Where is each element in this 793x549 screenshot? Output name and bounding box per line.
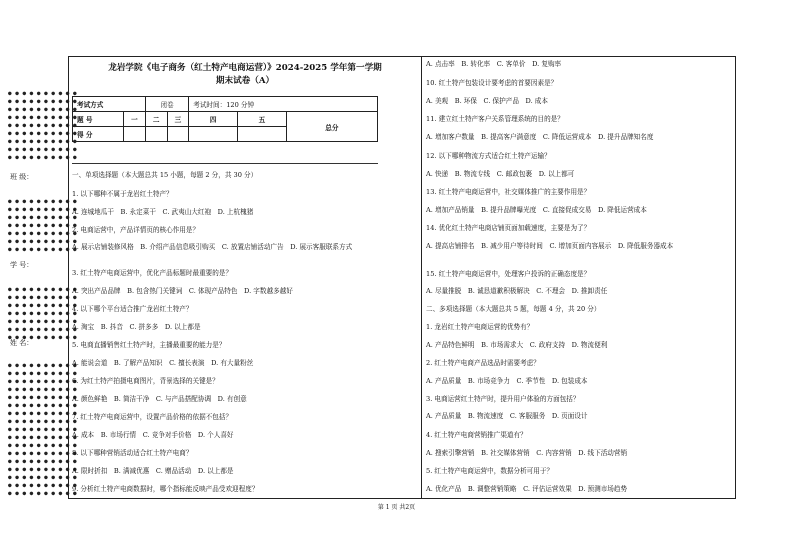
binding-dots: ● ● ● ● ● ● ● ● ● ● ● ● ● ● ● ● ● ● ● ● ● ● ● ● ● ● ● ● ● ● ● ● ● ● ● ● ● ● ● ● ● ● ● ● ● ● ● ● ● ● ● ● ● ● ● ● ● ● ● ● ● ● ● ● ● ● ● ● ● ●	[8, 286, 77, 341]
question-text: 10. 红土特产包装设计要考虑的首要因素是？	[426, 79, 558, 87]
score-cell-5[interactable]	[238, 127, 287, 142]
col-header-2: 二	[145, 112, 167, 127]
question-text: 12. 以下哪种物流方式适合红土特产运输？	[426, 152, 551, 160]
answer-options: A. 突出产品品牌 B. 包含热门关键词 C. 体现产品特色 D. 字数越多越好	[72, 287, 293, 295]
answer-options: A. 产品质量 B. 市场竞争力 C. 季节性 D. 包装成本	[426, 377, 588, 385]
answer-options: A. 快递 B. 物流专线 C. 邮政包裹 D. 以上都可	[426, 170, 575, 178]
question-text: 2. 红土特产电商产品选品时需要考虑？	[426, 359, 540, 367]
page-footer: 第 1 页 共2页	[377, 504, 416, 511]
question-text: 一、单项选择题（本大题总共 15 小题，每题 2 分，共 30 分）	[72, 171, 258, 179]
binding-margin	[8, 90, 77, 510]
score-cell-2[interactable]	[145, 127, 167, 142]
answer-options: A. 产品质量 B. 物流速度 C. 客服服务 D. 页面设计	[426, 412, 588, 420]
answer-options: A. 增加客户数量 B. 提高客户满意度 C. 降低运营成本 D. 提升品牌知名度	[426, 133, 654, 141]
header-rule	[72, 163, 378, 164]
question-text: 6. 为红土特产拍摄电商图片，背景选择的关键是？	[72, 377, 219, 385]
name-label: 姓 名：	[10, 339, 34, 347]
answer-options: A. 淘宝 B. 抖音 C. 拼多多 D. 以上都是	[72, 323, 201, 331]
total-label: 总分	[286, 112, 377, 142]
question-text: 9. 分析红土特产电商数据时，哪个指标能反映产品受欢迎程度？	[72, 485, 259, 493]
student-id-label: 学 号：	[10, 261, 34, 269]
score-cell-1[interactable]	[124, 127, 146, 142]
question-text: 5. 电商直播销售红土特产时，主播最重要的能力是？	[72, 341, 226, 349]
title-line-2: 期末试卷（A）	[215, 76, 275, 86]
answer-options: A. 美观 B. 环保 C. 保护产品 D. 成本	[426, 97, 548, 105]
question-text: 5. 红土特产电商运营中，数据分析可用于？	[426, 467, 554, 475]
title-line-1: 龙岩学院《电子商务（红土特产电商运营）》2024-2025 学年第一学期	[108, 63, 382, 73]
score-label: 得 分	[73, 127, 124, 142]
answer-options: A. 提高店铺排名 B. 减少用户等待时间 C. 增加页面内容展示 D. 降低服务器成本	[426, 242, 674, 250]
question-text: 8. 以下哪种营销活动适合红土特产电商？	[72, 449, 193, 457]
question-text: 3. 电商运营红土特产时，提升用户体验的方面包括？	[426, 395, 580, 403]
answer-options: A. 产品特色鲜明 B. 市场需求大 C. 政府支持 D. 物流便利	[426, 341, 608, 349]
question-text: 4. 以下哪个平台适合推广龙岩红土特产？	[72, 305, 193, 313]
answer-options: A. 增加产品销量 B. 提升品牌曝光度 C. 直接促成交易 D. 降低运营成本	[426, 206, 647, 214]
answer-options: A. 限时折扣 B. 满减优惠 C. 赠品活动 D. 以上都是	[72, 467, 234, 475]
col-header-1: 一	[124, 112, 146, 127]
exam-title	[72, 62, 418, 88]
binding-dots: ● ● ● ● ● ● ● ● ● ● ● ● ● ● ● ● ● ● ● ● ● ● ● ● ● ● ● ● ● ● ● ● ● ● ● ● ● ● ● ● ● ● ● ● ● ● ● ● ● ● ● ● ● ● ● ● ● ● ● ● ● ● ● ● ● ● ● ● ● ● ● ● ● ● ● ● ● ● ● ● ● ● ● ● ● ● ● ● ● ●	[8, 90, 77, 161]
question-no-label: 题 号	[73, 112, 124, 127]
question-text: 14. 优化红土特产电商店铺页面加载速度，主要是为了？	[426, 224, 591, 232]
question-text: 二、多项选择题（本大题总共 5 题，每题 4 分，共 20 分）	[426, 305, 601, 313]
binding-dots: ● ● ● ● ● ● ● ● ● ● ● ● ● ● ● ● ● ● ● ● ● ● ● ● ● ● ● ● ● ● ● ● ● ● ● ● ● ● ● ● ● ● ● ● ● ● ● ● ● ● ● ● ● ● ● ● ● ● ● ● ● ● ● ● ● ● ● ● ● ● ● ● ● ● ● ● ● ● ● ● ● ● ● ● ● ● ● ● ● ● ● ● ● ● ● ● ● ● ● ● ● ● ● ● ● ● ● ● ● ● ● ● ● ● ● ● ● ● ● ● ● ● ● ● ● ● ● ● ● ● ● ● ● ● ● ● ● ● ● ● ● ● ● ● ● ● ● ● ● ● ● ● ● ● ● ● ● ● ● ● ● ● ● ● ● ● ● ● ● ●	[8, 362, 77, 497]
question-text: 3. 红土特产电商运营中，优化产品标题时最重要的是？	[72, 269, 233, 277]
answer-options: A. 能说会道 B. 了解产品知识 C. 擅长表演 D. 有大量粉丝	[72, 359, 254, 367]
exam-mode-value: 闭卷	[145, 97, 189, 112]
score-table	[72, 96, 378, 142]
column-divider	[421, 56, 422, 499]
question-text: 7. 红土特产电商运营中，设置产品价格的依据不包括？	[72, 413, 233, 421]
exam-time: 考试时间：120 分钟	[189, 97, 378, 112]
answer-options: A. 点击率 B. 转化率 C. 客单价 D. 复购率	[426, 60, 562, 68]
score-cell-3[interactable]	[167, 127, 189, 142]
answer-options: A. 搜索引擎营销 B. 社交媒体营销 C. 内容营销 D. 线下活动营销	[426, 449, 628, 457]
question-text: 11. 建立红土特产客户关系管理系统的目的是？	[426, 115, 564, 123]
question-text: 15. 红土特产电商运营中，处理客户投诉的正确态度是？	[426, 270, 591, 278]
answer-options: A. 展示店铺装修风格 B. 介绍产品信息吸引购买 C. 放置店铺活动广告 D. 展示客服联系方式	[72, 243, 353, 251]
question-text: 4. 红土特产电商营销推广渠道有？	[426, 431, 527, 439]
col-header-3: 三	[167, 112, 189, 127]
col-header-5: 五	[238, 112, 287, 127]
question-text: 1. 以下哪种不属于龙岩红土特产？	[72, 190, 173, 198]
binding-dots: ● ● ● ● ● ● ● ● ● ● ● ● ● ● ● ● ● ● ● ● ● ● ● ● ● ● ● ● ● ● ● ● ● ● ● ● ● ● ● ● ● ● ● ● ● ● ● ● ● ● ● ● ● ● ● ● ● ● ● ● ● ● ● ● ● ● ● ● ● ●	[8, 198, 77, 253]
question-text: 13. 红土特产电商运营中，社交媒体推广的主要作用是？	[426, 188, 591, 196]
question-text: 1. 龙岩红土特产电商运营的优势有？	[426, 323, 534, 331]
answer-options: A. 成本 B. 市场行情 C. 竞争对手价格 D. 个人喜好	[72, 431, 234, 439]
answer-options: A. 尽量推脱 B. 诚恳道歉积极解决 C. 不理会 D. 推卸责任	[426, 287, 608, 295]
answer-options: A. 颜色鲜艳 B. 简洁干净 C. 与产品搭配协调 D. 有创意	[72, 395, 247, 403]
question-text: 2. 电商运营中，产品详情页的核心作用是？	[72, 226, 200, 234]
score-cell-4[interactable]	[189, 127, 238, 142]
answer-options: A. 连城地瓜干 B. 永定菜干 C. 武夷山大红袍 D. 上杭槐猪	[72, 208, 254, 216]
class-label: 班 级：	[10, 173, 34, 181]
exam-mode-label: 考试方式	[73, 97, 146, 112]
answer-options: A. 优化产品 B. 调整营销策略 C. 评估运营效果 D. 预测市场趋势	[426, 485, 628, 493]
col-header-4: 四	[189, 112, 238, 127]
